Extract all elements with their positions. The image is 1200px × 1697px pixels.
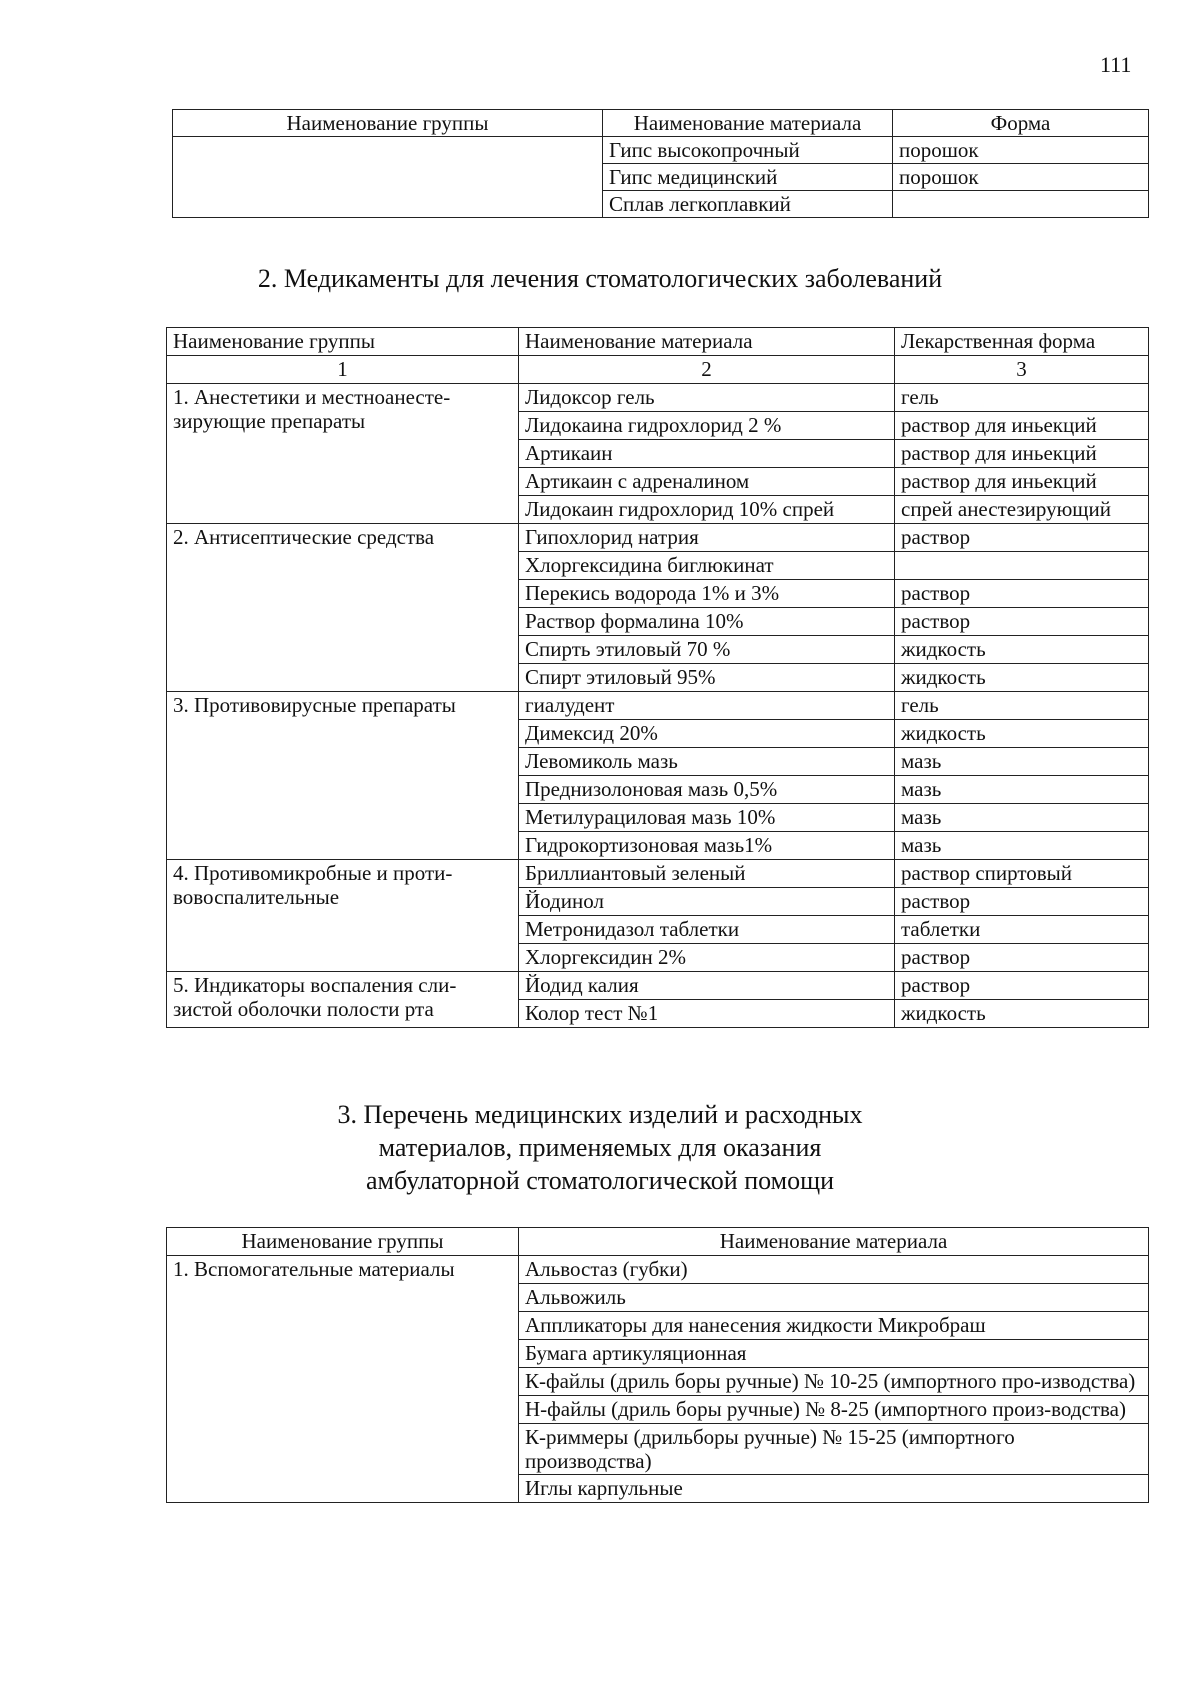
form-cell: гель	[895, 384, 1149, 412]
material-cell: Спирт этиловый 95%	[519, 664, 895, 692]
page-number: 111	[1100, 52, 1132, 77]
column-header: Наименование материала	[519, 1228, 1149, 1256]
table-header-row	[167, 1228, 1149, 1256]
material-cell: К-файлы (дриль боры ручные) № 10-25 (импортного про-изводства)	[519, 1368, 1149, 1396]
section-3-title-line: материалов, применяемых для оказания	[378, 1133, 822, 1162]
section-2-title: 2. Медикаменты для лечения стоматологических заболеваний	[257, 264, 943, 293]
form-cell: мазь	[895, 748, 1149, 776]
section-3-title-line: амбулаторной стоматологической помощи	[365, 1166, 835, 1195]
section-3-title	[0, 1098, 1200, 1197]
table-row	[167, 524, 1149, 552]
material-cell: Йодид калия	[519, 972, 895, 1000]
group-name-cell: 4. Противомикробные и проти-вовоспалительные	[167, 860, 519, 972]
table-row	[173, 137, 1149, 164]
table-row	[167, 1256, 1149, 1284]
material-cell: Гипохлорид натрия	[519, 524, 895, 552]
form-cell: раствор	[895, 580, 1149, 608]
form-cell: жидкость	[895, 664, 1149, 692]
material-cell: Метилурациловая мазь 10%	[519, 804, 895, 832]
form-cell: раствор	[895, 972, 1149, 1000]
column-header: Форма	[893, 110, 1149, 137]
material-cell: Димексид 20%	[519, 720, 895, 748]
material-cell: Спирть этиловый 70 %	[519, 636, 895, 664]
form-cell: жидкость	[895, 720, 1149, 748]
table-row	[167, 384, 1149, 412]
material-cell: Раствор формалина 10%	[519, 608, 895, 636]
form-cell	[893, 191, 1149, 218]
material-cell: Гидрокортизоновая мазь1%	[519, 832, 895, 860]
column-number-row	[167, 356, 1149, 384]
material-cell: Артикаин с адреналином	[519, 468, 895, 496]
supplies-table	[166, 1227, 1149, 1503]
table-row	[167, 860, 1149, 888]
form-cell: раствор для иньекций	[895, 440, 1149, 468]
material-cell: Альвостаз (губки)	[519, 1256, 1149, 1284]
materials-table-continued	[172, 109, 1149, 218]
material-cell: Гипс высокопрочный	[603, 137, 893, 164]
group-cell	[173, 137, 603, 218]
table-row	[167, 692, 1149, 720]
table-header-row	[167, 328, 1149, 356]
form-cell: порошок	[893, 164, 1149, 191]
group-name-cell: 3. Противовирусные препараты	[167, 692, 519, 860]
form-cell: таблетки	[895, 916, 1149, 944]
form-cell: раствор спиртовый	[895, 860, 1149, 888]
form-cell: жидкость	[895, 636, 1149, 664]
column-number: 3	[895, 356, 1149, 384]
column-header: Наименование группы	[173, 110, 603, 137]
form-cell	[895, 552, 1149, 580]
form-cell: мазь	[895, 804, 1149, 832]
form-cell: порошок	[893, 137, 1149, 164]
form-cell: спрей анестезирующий	[895, 496, 1149, 524]
section-3-title-line: 3. Перечень медицинских изделий и расходных	[337, 1100, 863, 1129]
material-cell: Перекись водорода 1% и 3%	[519, 580, 895, 608]
form-cell: раствор для иньекций	[895, 468, 1149, 496]
material-cell: Артикаин	[519, 440, 895, 468]
material-cell: Метронидазол таблетки	[519, 916, 895, 944]
column-header: Наименование материала	[519, 328, 895, 356]
column-header: Лекарственная форма	[895, 328, 1149, 356]
form-cell: раствор	[895, 944, 1149, 972]
column-header: Наименование материала	[603, 110, 893, 137]
material-cell: Гипс медицинский	[603, 164, 893, 191]
material-cell: Альвожиль	[519, 1284, 1149, 1312]
table-header-row	[173, 110, 1149, 137]
material-cell: Лидокаин гидрохлорид 10% спрей	[519, 496, 895, 524]
group-name-cell: 1. Вспомогательные материалы	[167, 1256, 519, 1503]
material-cell: Сплав легкоплавкий	[603, 191, 893, 218]
medications-table	[166, 327, 1149, 1028]
material-cell: Хлоргексидин 2%	[519, 944, 895, 972]
column-number: 2	[519, 356, 895, 384]
form-cell: мазь	[895, 776, 1149, 804]
form-cell: раствор для иньекций	[895, 412, 1149, 440]
group-name-cell: 1. Анестетики и местноанесте-зирующие препараты	[167, 384, 519, 524]
table-row	[167, 972, 1149, 1000]
material-cell: Лидокаина гидрохлорид 2 %	[519, 412, 895, 440]
material-cell: Преднизолоновая мазь 0,5%	[519, 776, 895, 804]
material-cell: Бриллиантовый зеленый	[519, 860, 895, 888]
form-cell: жидкость	[895, 1000, 1149, 1028]
column-header: Наименование группы	[167, 1228, 519, 1256]
material-cell: К-риммеры (дрильборы ручные) № 15-25 (импортного производства)	[519, 1424, 1149, 1475]
column-number: 1	[167, 356, 519, 384]
form-cell: раствор	[895, 524, 1149, 552]
material-cell: Лидоксор гель	[519, 384, 895, 412]
column-header: Наименование группы	[167, 328, 519, 356]
form-cell: раствор	[895, 888, 1149, 916]
material-cell: Н-файлы (дриль боры ручные) № 8-25 (импортного произ-водства)	[519, 1396, 1149, 1424]
form-cell: раствор	[895, 608, 1149, 636]
material-cell: Иглы карпульные	[519, 1475, 1149, 1503]
form-cell: мазь	[895, 832, 1149, 860]
material-cell: Аппликаторы для нанесения жидкости Микробраш	[519, 1312, 1149, 1340]
material-cell: Бумага артикуляционная	[519, 1340, 1149, 1368]
material-cell: Колор тест №1	[519, 1000, 895, 1028]
group-name-cell: 5. Индикаторы воспаления сли-зистой оболочки полости рта	[167, 972, 519, 1028]
form-cell: гель	[895, 692, 1149, 720]
material-cell: Левомиколь мазь	[519, 748, 895, 776]
material-cell: Йодинол	[519, 888, 895, 916]
material-cell: Хлоргексидина биглюкинат	[519, 552, 895, 580]
material-cell: гиалудент	[519, 692, 895, 720]
group-name-cell: 2. Антисептические средства	[167, 524, 519, 692]
